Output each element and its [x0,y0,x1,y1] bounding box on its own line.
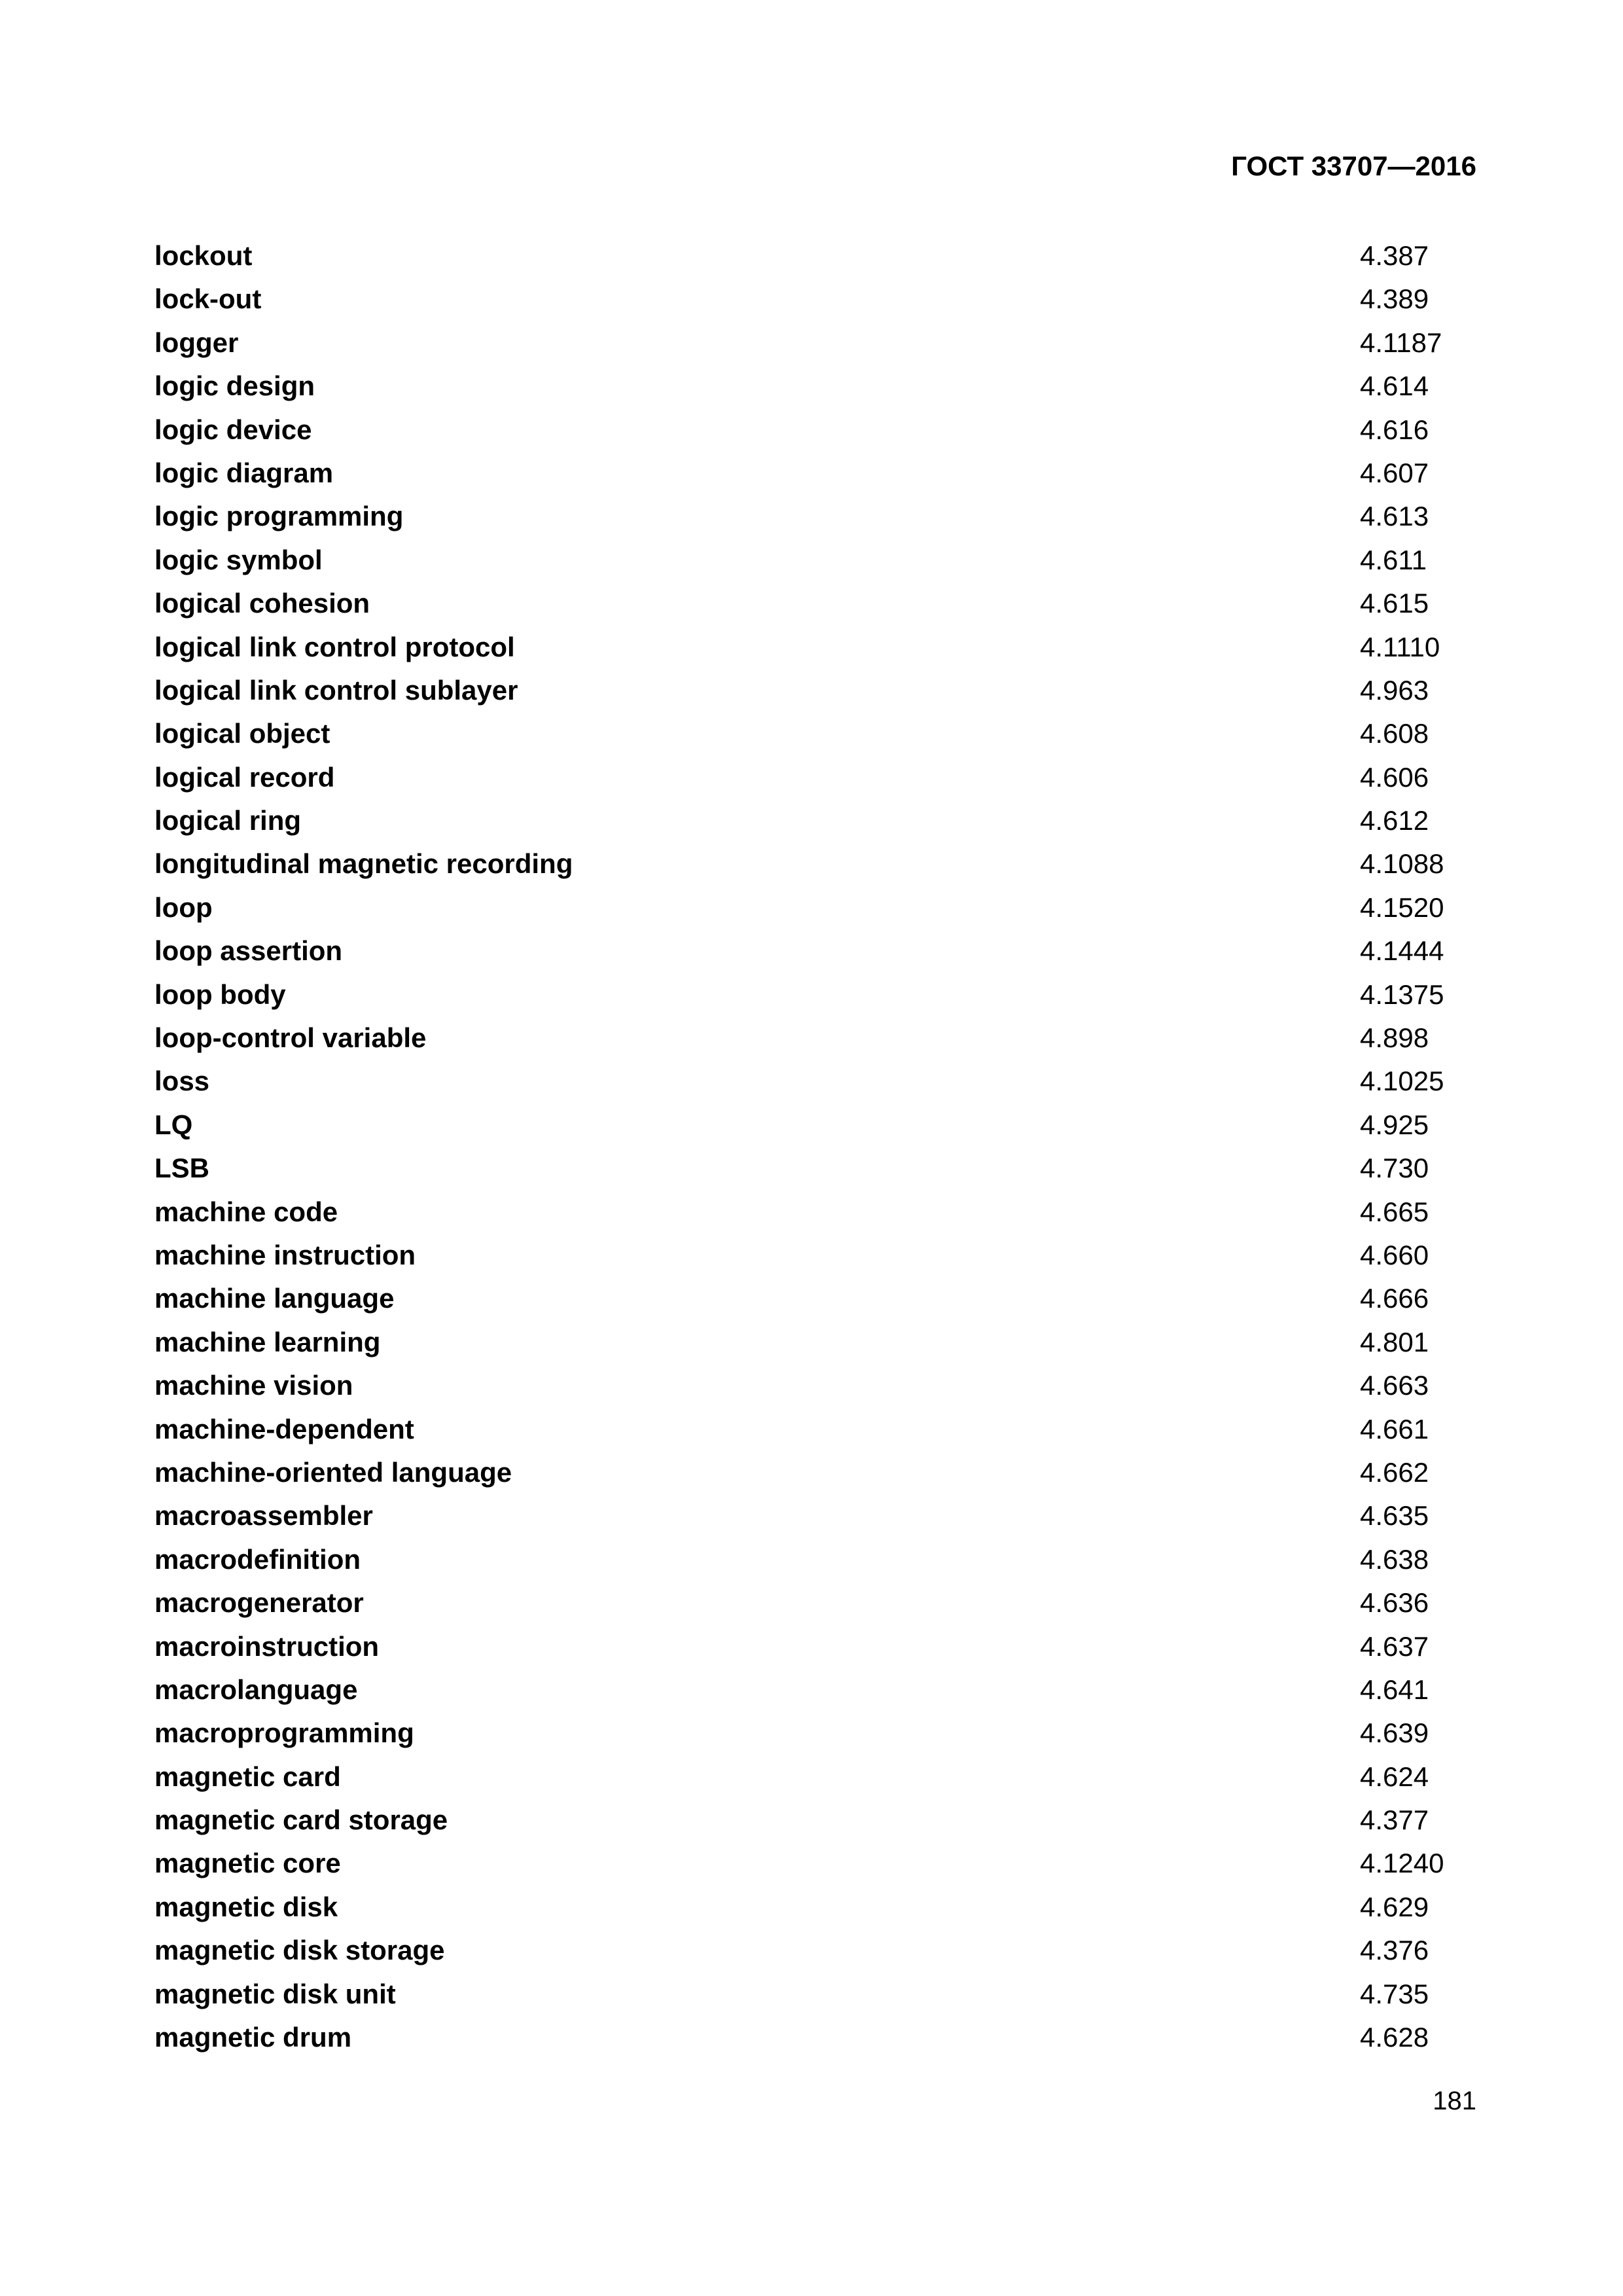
index-reference-number: 4.611 [1360,544,1427,575]
index-reference-number: 4.925 [1360,1109,1429,1140]
index-entry [154,1060,1476,1103]
index-entry [154,842,1476,886]
index-reference-number: 4.665 [1360,1196,1429,1227]
index-entry [154,1625,1476,1668]
index-term: macrolanguage [154,1674,358,1705]
index-term: macroprogramming [154,1717,414,1749]
index-reference-number: 4.377 [1360,1804,1429,1836]
index-entry [154,712,1476,755]
index-entry [154,929,1476,973]
index-entry [154,1364,1476,1407]
index-entry [154,1929,1476,1972]
index-term: machine learning [154,1326,381,1357]
index-term: macrogenerator [154,1587,364,1619]
index-entry [154,1103,1476,1147]
index-entry [154,1973,1476,2016]
index-entry [154,1886,1476,1929]
index-reference-number: 4.376 [1360,1935,1429,1966]
index-entry [154,1842,1476,1885]
index-entry [154,408,1476,452]
index-entry [154,1668,1476,1712]
index-term: lock-out [154,283,262,315]
index-entry [154,321,1476,365]
index-reference-number: 4.660 [1360,1239,1429,1270]
index-entry [154,1538,1476,1581]
index-reference-number: 4.628 [1360,2022,1429,2053]
index-reference-number: 4.613 [1360,501,1429,532]
index-reference-number: 4.1088 [1360,848,1444,880]
index-term: loop assertion [154,935,343,967]
index-term: loop [154,891,213,923]
index-reference-number: 4.606 [1360,761,1429,793]
index-term: logic design [154,370,315,402]
index-reference-number: 4.1520 [1360,891,1444,923]
page-number: 181 [1433,2087,1476,2115]
index-term: machine-oriented language [154,1456,512,1488]
index-entry [154,234,1476,278]
index-reference-number: 4.1187 [1360,327,1442,358]
index-term: machine-dependent [154,1413,414,1444]
index-reference-number: 4.612 [1360,805,1429,836]
index-entry [154,1451,1476,1494]
index-entry [154,886,1476,929]
index-reference-number: 4.735 [1360,1978,1429,2009]
index-reference-number: 4.1444 [1360,935,1444,967]
index-reference-number: 4.635 [1360,1500,1429,1532]
term-index-list [154,234,1476,2059]
index-term: macroinstruction [154,1630,380,1662]
index-term: loop-control variable [154,1022,427,1054]
index-reference-number: 4.608 [1360,718,1429,749]
index-term: logical object [154,718,330,749]
index-term: magnetic disk unit [154,1978,396,2009]
index-term: lockout [154,240,253,271]
index-term: logical link control sublayer [154,674,518,706]
index-reference-number: 4.637 [1360,1630,1429,1662]
index-reference-number: 4.1240 [1360,1848,1444,1879]
index-term: logical ring [154,805,302,836]
index-term: loop body [154,978,286,1010]
index-reference-number: 4.624 [1360,1761,1429,1792]
index-entry [154,973,1476,1016]
index-term: magnetic disk [154,1891,338,1922]
index-reference-number: 4.639 [1360,1717,1429,1749]
index-reference-number: 4.389 [1360,283,1429,315]
index-reference-number: 4.662 [1360,1456,1429,1488]
document-standard-header: ГОСТ 33707—2016 [1231,151,1476,181]
index-reference-number: 4.1110 [1360,631,1440,662]
index-entry [154,756,1476,799]
index-reference-number: 4.636 [1360,1587,1429,1619]
index-term: logger [154,327,239,358]
index-entry [154,582,1476,625]
index-entry [154,1191,1476,1234]
index-reference-number: 4.638 [1360,1543,1429,1575]
index-term: logical cohesion [154,588,370,619]
index-reference-number: 4.898 [1360,1022,1429,1054]
index-entry [154,1799,1476,1842]
index-term: magnetic card [154,1761,341,1792]
index-reference-number: 4.663 [1360,1370,1429,1401]
index-term: loss [154,1066,210,1097]
index-reference-number: 4.963 [1360,674,1429,706]
index-entry [154,452,1476,495]
index-term: macroassembler [154,1500,373,1532]
index-term: logic device [154,414,312,445]
index-entry [154,1321,1476,1364]
index-term: machine vision [154,1370,353,1401]
index-reference-number: 4.614 [1360,370,1429,402]
index-reference-number: 4.387 [1360,240,1429,271]
index-entry [154,539,1476,582]
index-term: machine code [154,1196,338,1227]
index-term: LSB [154,1153,209,1184]
index-reference-number: 4.730 [1360,1153,1429,1184]
index-term: machine instruction [154,1239,416,1270]
index-reference-number: 4.661 [1360,1413,1429,1444]
index-entry [154,669,1476,712]
index-entry [154,1147,1476,1190]
index-reference-number: 4.607 [1360,457,1429,488]
index-entry [154,1277,1476,1320]
index-reference-number: 4.666 [1360,1283,1429,1314]
index-entry [154,1408,1476,1451]
index-term: magnetic drum [154,2022,352,2053]
index-term: logic diagram [154,457,334,488]
index-term: magnetic card storage [154,1804,448,1836]
index-reference-number: 4.641 [1360,1674,1429,1705]
index-entry [154,1712,1476,1755]
index-term: logical link control protocol [154,631,515,662]
index-reference-number: 4.1025 [1360,1066,1444,1097]
index-reference-number: 4.801 [1360,1326,1429,1357]
index-entry [154,1755,1476,1799]
index-term: machine language [154,1283,395,1314]
index-reference-number: 4.629 [1360,1891,1429,1922]
index-entry [154,1016,1476,1060]
index-entry [154,1581,1476,1624]
index-entry [154,1234,1476,1277]
index-term: macrodefinition [154,1543,361,1575]
index-entry [154,2016,1476,2059]
index-term: magnetic core [154,1848,341,1879]
index-entry [154,278,1476,321]
index-term: logical record [154,761,335,793]
index-entry [154,365,1476,408]
index-reference-number: 4.615 [1360,588,1429,619]
index-reference-number: 4.616 [1360,414,1429,445]
index-term: logic symbol [154,544,323,575]
index-term: LQ [154,1109,193,1140]
index-entry [154,1494,1476,1537]
index-entry [154,626,1476,669]
index-entry [154,799,1476,842]
index-reference-number: 4.1375 [1360,978,1444,1010]
index-entry [154,495,1476,538]
index-term: longitudinal magnetic recording [154,848,573,880]
index-term: magnetic disk storage [154,1935,445,1966]
index-term: logic programming [154,501,404,532]
